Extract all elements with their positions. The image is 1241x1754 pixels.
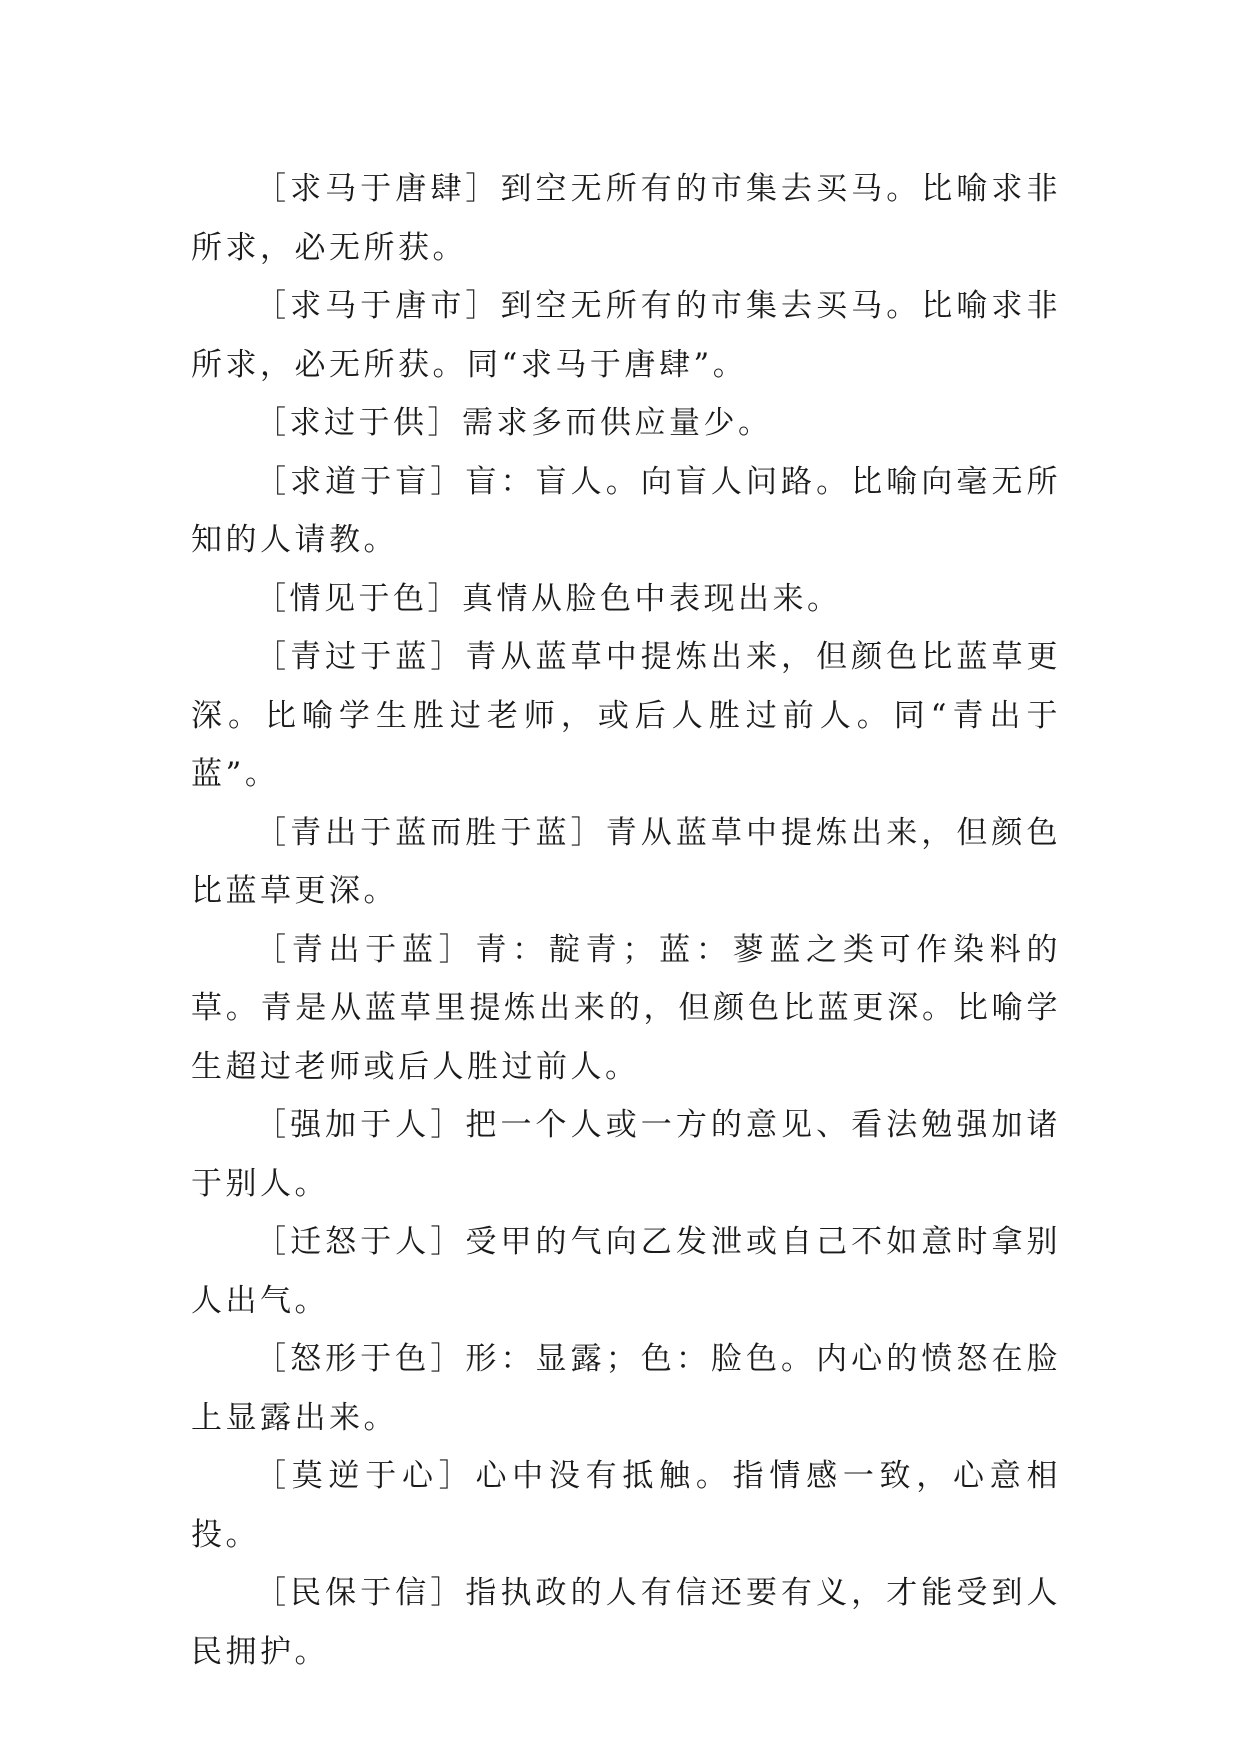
document-page — [191, 160, 1061, 1681]
idiom-entry — [191, 277, 1061, 394]
idiom-entry — [191, 921, 1061, 1097]
idiom-term: ［求过于供］ — [255, 405, 462, 441]
idiom-definition: 盲：盲人。向盲人问路。比喻向毫无所知的人请教。 — [191, 463, 1062, 558]
idiom-definition: 青从蓝草中提炼出来，但颜色比蓝草更深。 — [191, 814, 1062, 909]
idiom-entry — [191, 1447, 1061, 1564]
idiom-definition: 心中没有抵触。指情感一致，心意相投。 — [191, 1458, 1062, 1553]
idiom-entry — [191, 160, 1061, 277]
idiom-term: ［民保于信］ — [255, 1575, 466, 1611]
idiom-definition: 青从蓝草中提炼出来，但颜色比蓝草更深。比喻学生胜过老师，或后人胜过前人。同“青出于蓝”。 — [191, 639, 1062, 792]
idiom-term: ［求道于盲］ — [255, 463, 466, 500]
idiom-term: ［情见于色］ — [255, 580, 462, 617]
idiom-entry — [191, 1330, 1061, 1447]
idiom-entry — [191, 628, 1061, 804]
idiom-entry — [191, 394, 1061, 453]
idiom-entry — [191, 804, 1061, 921]
idiom-definition: 到空无所有的市集去买马。比喻求非所求，必无所获。同“求马于唐肆”。 — [191, 288, 1062, 383]
idiom-definition: 把一个人或一方的意见、看法勉强加诸于别人。 — [191, 1107, 1062, 1202]
idiom-definition: 青：靛青；蓝：蓼蓝之类可作染料的草。青是从蓝草里提炼出来的，但颜色比蓝更深。比喻学生超过老师或后人胜过前人。 — [191, 931, 1062, 1085]
idiom-term: ［强加于人］ — [255, 1107, 466, 1143]
idiom-entry — [191, 1213, 1061, 1330]
idiom-definition: 指执政的人有信还要有义，才能受到人民拥护。 — [191, 1575, 1062, 1670]
idiom-term: ［求马于唐肆］ — [255, 171, 501, 207]
idiom-definition: 到空无所有的市集去买马。比喻求非所求，必无所获。 — [191, 171, 1062, 266]
idiom-term: ［迁怒于人］ — [255, 1224, 466, 1260]
idiom-definition: 受甲的气向乙发泄或自己不如意时拿别人出气。 — [191, 1224, 1062, 1319]
idiom-definition: 需求多而供应量少。 — [462, 405, 773, 441]
idiom-definition: 形：显露；色：脸色。内心的愤怒在脸上显露出来。 — [191, 1341, 1062, 1436]
idiom-entry — [191, 1564, 1061, 1681]
idiom-entry — [191, 1096, 1061, 1213]
idiom-term: ［莫逆于心］ — [255, 1458, 476, 1494]
idiom-term: ［求马于唐市］ — [255, 288, 501, 324]
idiom-term: ［青过于蓝］ — [255, 639, 466, 675]
idiom-definition: 真情从脸色中表现出来。 — [462, 580, 842, 617]
idiom-entry — [191, 570, 1061, 629]
idiom-entry — [191, 453, 1061, 570]
idiom-term: ［怒形于色］ — [255, 1341, 466, 1377]
idiom-term: ［青出于蓝］ — [255, 931, 476, 968]
idiom-term: ［青出于蓝而胜于蓝］ — [255, 814, 606, 851]
